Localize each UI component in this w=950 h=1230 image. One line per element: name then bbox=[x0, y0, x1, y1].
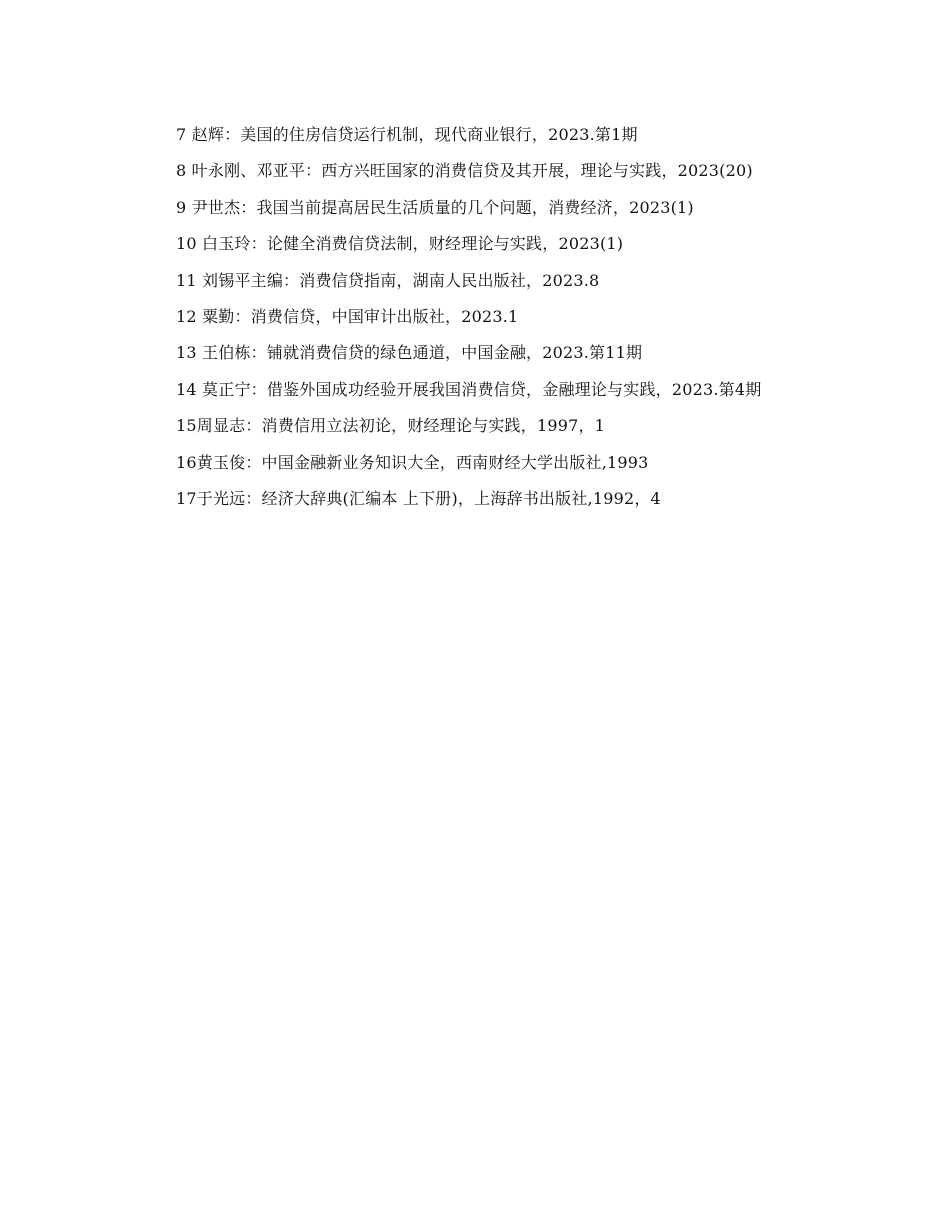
reference-item: 7 赵辉：美国的住房信贷运行机制，现代商业银行，2023.第1期 bbox=[176, 125, 638, 144]
reference-list bbox=[140, 117, 816, 517]
reference-item: 17于光远：经济大辞典(汇编本 上下册)，上海辞书出版社,1992，4 bbox=[176, 489, 661, 509]
reference-item: 14 莫正宁：借鉴外国成功经验开展我国消费信贷，金融理论与实践，2023.第4期 bbox=[176, 379, 762, 399]
reference-item: 10 白玉玲：论健全消费信贷法制，财经理论与实践，2023(1) bbox=[176, 234, 624, 254]
reference-item: 11 刘锡平主编：消费信贷指南，湖南人民出版社，2023.8 bbox=[176, 270, 600, 290]
reference-item: 15周显志：消费信用立法初论，财经理论与实践，1997，1 bbox=[176, 416, 606, 436]
reference-item: 13 王伯栋：铺就消费信贷的绿色通道，中国金融，2023.第11期 bbox=[176, 343, 643, 363]
reference-item: 16黄玉俊：中国金融新业务知识大全，西南财经大学出版社,1993 bbox=[176, 452, 649, 472]
reference-item: 8 叶永刚、邓亚平：西方兴旺国家的消费信贷及其开展，理论与实践，2023(20) bbox=[176, 161, 753, 181]
reference-item: 12 粟勤：消费信贷，中国审计出版社，2023.1 bbox=[176, 307, 519, 327]
reference-item: 9 尹世杰：我国当前提高居民生活质量的几个问题，消费经济，2023(1) bbox=[176, 197, 694, 217]
